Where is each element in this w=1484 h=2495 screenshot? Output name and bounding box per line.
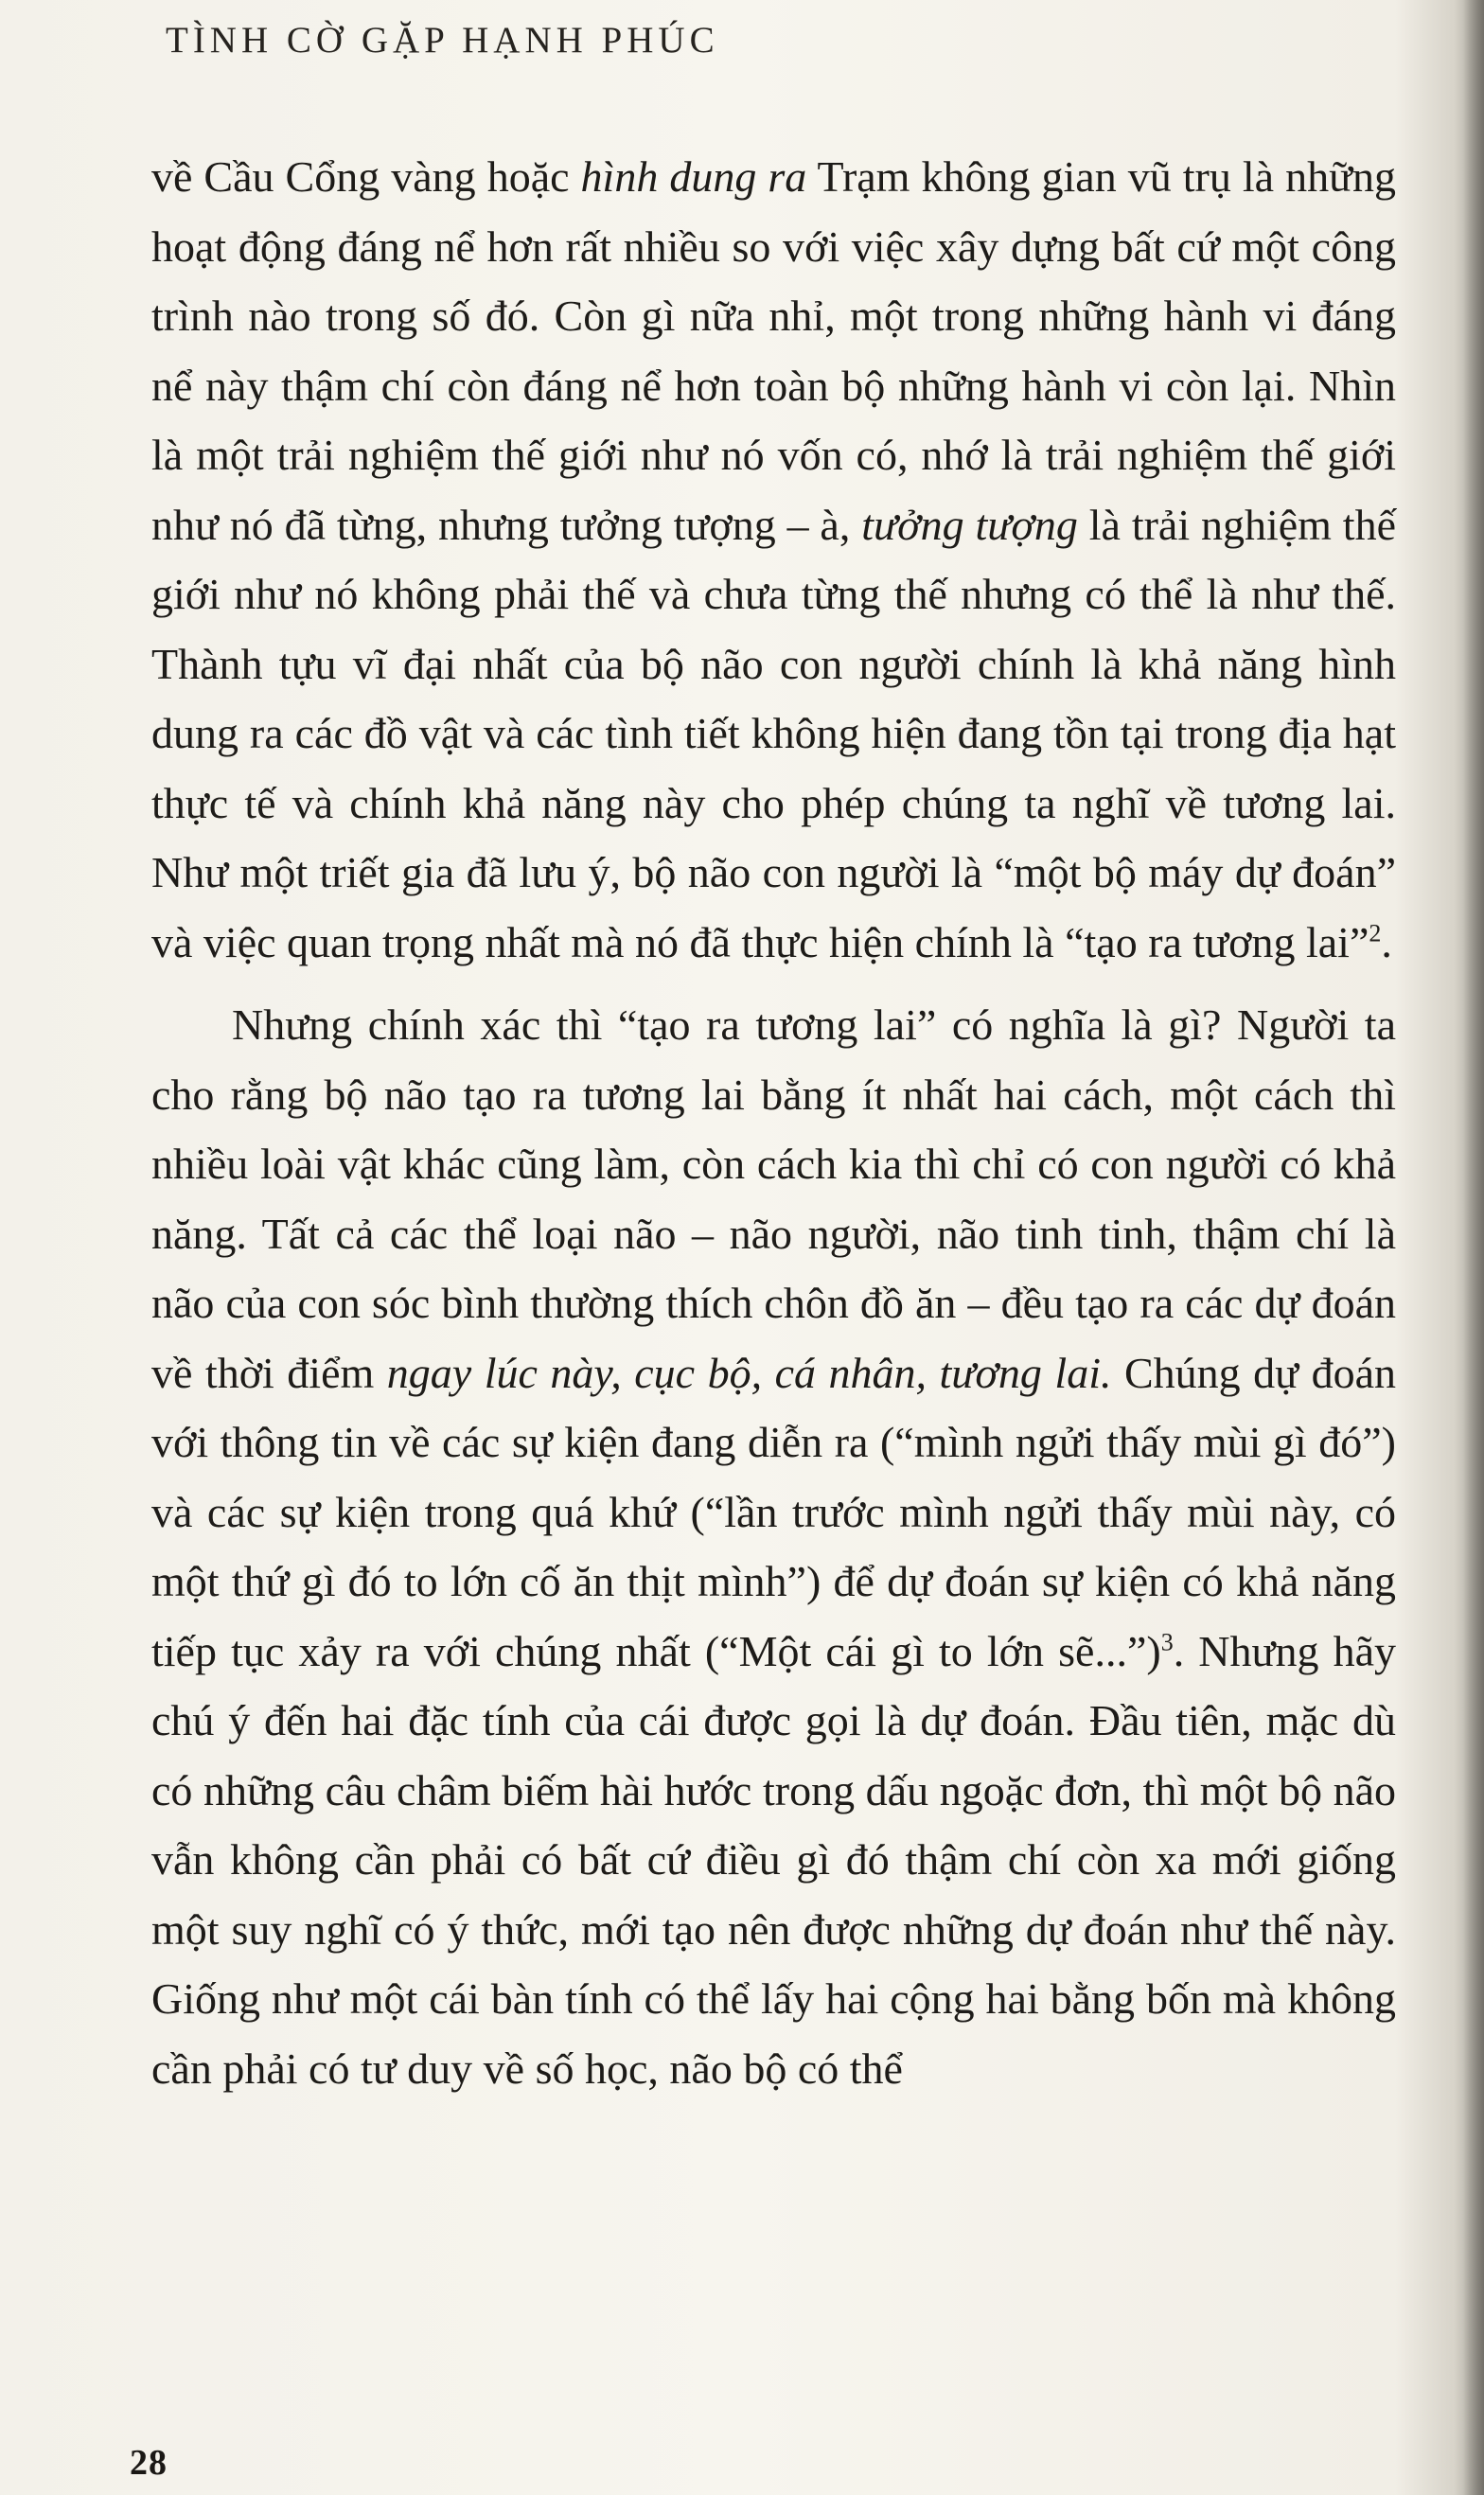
running-head: TÌNH CỜ GẶP HẠNH PHÚC [166,20,719,61]
body-text [151,142,1396,2103]
footnote-marker: 2 [1369,919,1382,947]
italic-segment: hình dung ra [580,152,807,201]
paragraph [151,990,1396,2103]
text-segment: Nhưng chính xác thì “tạo ra tương lai” có nghĩa là gì? Người ta cho rằng bộ não tạo ra tương lai bằng ít nhất hai cách, một cách thì nhiều loài vật khác cũng làm, còn cách kia thì chỉ có con người có khả năng. Tất cả các thể loại não – não người, não tinh tinh, thậm chí là não của con sóc bình thường thích chôn đồ ăn – đều tạo ra các dự đoán về thời điểm [151,1000,1396,1397]
paragraph [151,142,1396,977]
italic-segment: ngay lúc này, cục bộ, cá nhân, tương lai. [386,1348,1112,1397]
italic-segment: tưởng tượng [861,500,1078,549]
page-number: 28 [130,2443,168,2483]
footnote-marker: 3 [1160,1628,1174,1656]
text-segment: . [1381,917,1392,966]
text-segment: Chúng dự đoán với thông tin về các sự kiện đang diễn ra (“mình ngửi thấy mùi gì đó”) và các sự kiện trong quá khứ (“lần trước mình ngửi thấy mùi này, có một thứ gì đó to lớn cố ăn thịt mình”) để dự đoán sự kiện có khả năng tiếp tục xảy ra với chúng nhất (“Một cái gì to lớn sẽ...”) [151,1348,1397,1675]
text-segment: . Nhưng hãy chú ý đến hai đặc tính của cái được gọi là dự đoán. Đầu tiên, mặc dù có những câu châm biếm hài hước trong dấu ngoặc đơn, thì một bộ não vẫn không cần phải có bất cứ điều gì đó thậm chí còn xa mới giống một suy nghĩ có ý thức, mới tạo nên được những dự đoán như thế này. Giống như một cái bàn tính có thể lấy hai cộng hai bằng bốn mà không cần phải có tư duy về số học, não bộ có thể [151,1626,1396,2093]
text-segment: là trải nghiệm thế giới như nó không phải thế và chưa từng thế nhưng có thể là như thế. Thành tựu vĩ đại nhất của bộ não con người chính là khả năng hình dung ra các đồ vật và các tình tiết không hiện đang tồn tại trong địa hạt thực tế và chính khả năng này cho phép chúng ta nghĩ về tương lai. Như một triết gia đã lưu ý, bộ não con người là “một bộ máy dự đoán” và việc quan trọng nhất mà nó đã thực hiện chính là “tạo ra tương lai” [151,500,1397,966]
text-segment: về Cầu Cổng vàng hoặc [151,152,581,201]
text-segment: Trạm không gian vũ trụ là những hoạt động đáng nể hơn rất nhiều so với việc xây dựng bất cứ một công trình nào trong số đó. Còn gì nữa nhỉ, một trong những hành vi đáng nể này thậm chí còn đáng nể hơn toàn bộ những hành vi còn lại. Nhìn là một trải nghiệm thế giới như nó vốn có, nhớ là trải nghiệm thế giới như nó đã từng, nhưng tưởng tượng – à, [151,152,1397,549]
